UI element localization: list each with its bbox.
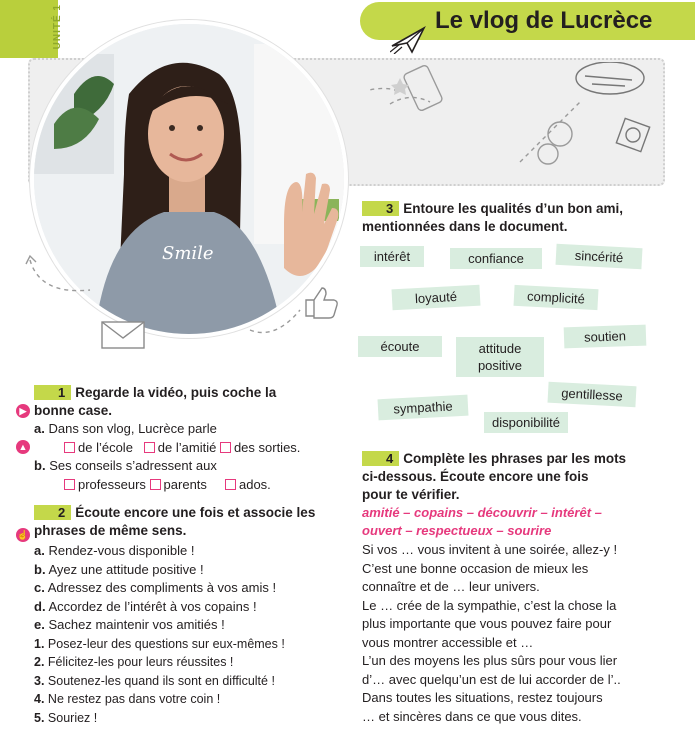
ex2-letter-item: b. Ayez une attitude positive ! <box>34 561 204 577</box>
envelope-icon <box>100 318 148 350</box>
tag-interet[interactable]: intérêt <box>360 246 424 267</box>
exercise-4 <box>362 450 687 726</box>
checkbox-professeurs[interactable] <box>64 479 75 490</box>
page-title: Le vlog de Lucrèce <box>435 7 653 34</box>
ex3-title-line2: mentionnées dans le document. <box>362 219 568 234</box>
ex1-title-line2: bonne case. <box>34 403 113 418</box>
checkbox-ecole[interactable] <box>64 442 75 453</box>
ex4-text-line: Le … crée de la sympathie, c’est la chose la <box>362 597 617 613</box>
ex1-item-b-options: professeurs parents ados. <box>34 476 334 495</box>
ex4-word-bank-line1: amitié – copains – découvrir – intérêt – <box>362 505 602 520</box>
checkbox-amitie[interactable] <box>144 442 155 453</box>
tag-soutien[interactable]: soutien <box>564 325 647 349</box>
image-icon: ▲ <box>16 440 30 454</box>
exercise-3 <box>362 200 682 236</box>
tag-loyaute[interactable]: loyauté <box>392 285 481 311</box>
ex4-text-line: vous montrer accessible et … <box>362 634 534 650</box>
unit-label: UNITÉ 1 <box>52 4 63 50</box>
ex2-number-item: 2. Félicitez-les pour leurs réussites ! <box>34 655 234 669</box>
shirt-text: Smile <box>162 243 214 264</box>
checkbox-parents[interactable] <box>150 479 161 490</box>
ex2-number-item: 3. Soutenez-les quand ils sont en difficulté ! <box>34 673 275 688</box>
paper-plane-icon <box>390 26 426 54</box>
ex1-title-line1: Regarde la vidéo, puis coche la <box>75 385 277 400</box>
ex2-title-line1: Écoute encore une fois et associe les <box>75 505 316 520</box>
dashed-curve-doodle <box>245 300 305 340</box>
ex2-title-line2: phrases de même sens. <box>34 523 187 538</box>
ex2-letter-item: e. Sachez maintenir vos amitiés ! <box>34 617 225 632</box>
ex2-letter-item: d. Accordez de l’intérêt à vos copains ! <box>34 598 257 614</box>
ex3-title-line1: Entoure les qualités d’un bon ami, <box>403 201 624 216</box>
tag-attitude-positive[interactable]: attitude positive <box>456 337 544 377</box>
ex2-number-item: 4. Ne restez pas dans votre coin ! <box>34 692 221 706</box>
tag-confiance[interactable]: confiance <box>450 248 542 269</box>
thumbs-up-icon <box>302 284 342 320</box>
ex4-text-line: connaître et de … leur univers. <box>362 579 540 594</box>
ex2-number-item: 5. Souriez ! <box>34 710 98 725</box>
ex4-title-line2: ci-dessous. Écoute encore une fois <box>362 469 589 484</box>
tag-gentillesse[interactable]: gentillesse <box>548 382 637 408</box>
ex2-number-item: 1. Posez-leur des questions sur eux-mêmes ! <box>34 636 285 651</box>
ex4-title <box>362 450 687 468</box>
checkbox-ados[interactable] <box>225 479 236 490</box>
tag-ecoute[interactable]: écoute <box>358 336 442 357</box>
ex4-number: 4 <box>362 451 399 466</box>
ex4-title-line3: pour te vérifier. <box>362 487 460 502</box>
arrow-doodle-icon <box>20 250 100 310</box>
video-icon: ▶ <box>16 404 30 418</box>
ex2-letter-item: c. Adressez des compliments à vos amis ! <box>34 580 277 595</box>
ex4-text-line: plus importante que vous pouvez faire pour <box>362 616 612 631</box>
ex1-item-b: b. Ses conseils s’adressent aux <box>34 458 217 473</box>
tag-sincerite[interactable]: sincérité <box>556 244 643 269</box>
ex3-title <box>362 200 682 218</box>
ex4-title-line1: Complète les phrases par les mots <box>403 451 627 466</box>
doodles-icon <box>370 62 670 187</box>
ex3-number: 3 <box>362 201 399 216</box>
ex2-title <box>34 504 344 522</box>
ex4-word-bank-line2: ouvert – respectueux – sourire <box>362 523 552 538</box>
ex4-text-line: C’est une bonne occasion de mieux les <box>362 560 589 576</box>
ex2-number: 2 <box>34 505 71 520</box>
hand-pointer-icon: ☝ <box>17 530 29 540</box>
ex2-letter-item: a. Rendez-vous disponible ! <box>34 543 195 558</box>
exercise-1 <box>34 384 334 494</box>
ex1-item-a: a. Dans son vlog, Lucrèce parle <box>34 421 217 436</box>
ex1-title <box>34 384 334 402</box>
ex4-text-line: L’un des moyens les plus sûrs pour vous lier <box>362 653 618 668</box>
tag-sympathie[interactable]: sympathie <box>378 395 469 421</box>
unit-band <box>0 0 58 58</box>
ex4-text-line: Dans toutes les situations, restez toujours <box>362 690 603 705</box>
ex4-text-line: Si vos … vous invitent à une soirée, allez-y ! <box>362 542 618 557</box>
ex1-number: 1 <box>34 385 71 400</box>
checkbox-sorties[interactable] <box>220 442 231 453</box>
ex4-text-line: … et sincères dans ce que vous dites. <box>362 708 582 724</box>
ex4-text-line: d’… avec quelqu’un est de lui accorder de l’.. <box>362 671 621 687</box>
tag-complicite[interactable]: complicité <box>514 285 599 310</box>
ex1-item-a-options: de l’école de l’amitié des sorties. <box>34 439 334 458</box>
exercise-2 <box>34 504 344 727</box>
tag-disponibilite[interactable]: disponibilité <box>484 412 568 433</box>
